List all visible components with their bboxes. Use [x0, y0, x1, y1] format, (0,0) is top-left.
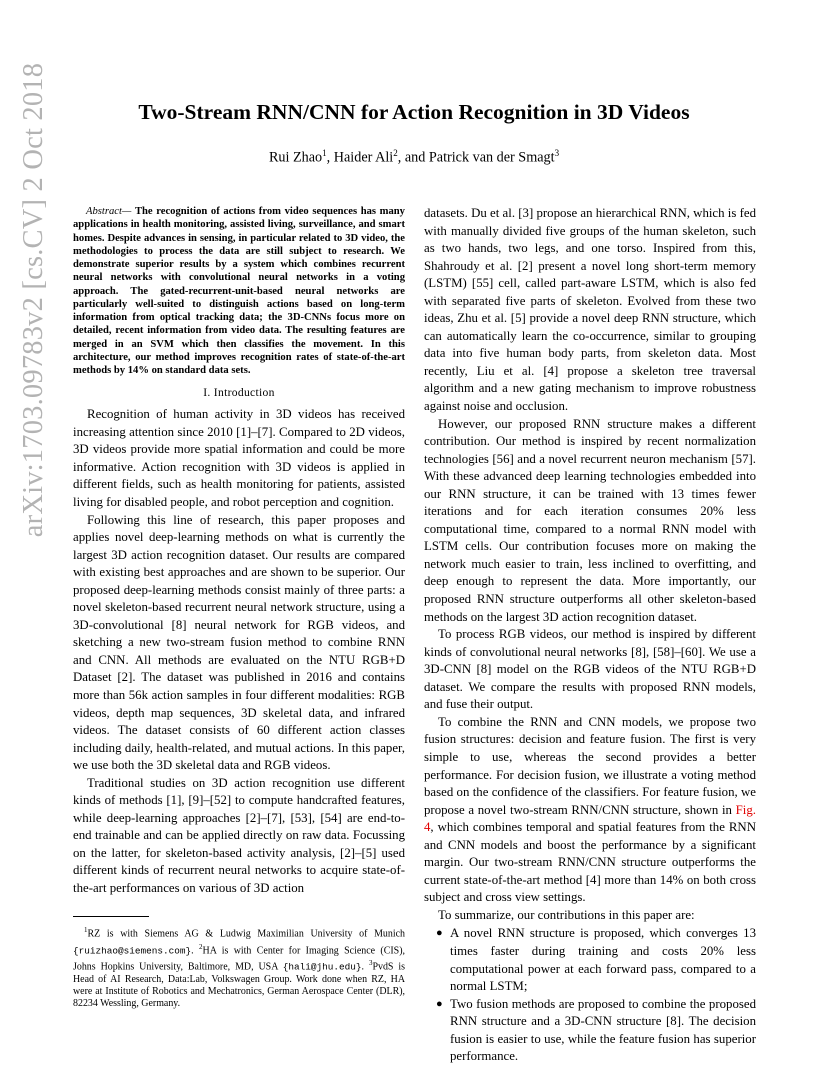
fusion-text: , which combines temporal and spatial features from the RNN and CNN models and boost the performance by a significant margin. Our two-stream RNN/CNN structure outperforms the current state-of-the-art method [4] more than 14% on both cross subject and cross view settings.: [424, 820, 756, 905]
footnote-email: {hali@jhu.edu}: [282, 961, 362, 973]
paper-title: Two-Stream RNN/CNN for Action Recognition in 3D Videos: [138, 100, 690, 124]
intro-paragraph: Recognition of human activity in 3D videos has received increasing attention since 2010 [1]–[7]. Compared to 2D videos, 3D videos provide more spatial information and could be more informative. Action recognition with 3D videos is applied in different fields, such as health monitoring for patients, assisted living for disabled people, and robot perception and cognition.: [73, 407, 405, 509]
author-name: Rui Zhao: [268, 149, 323, 166]
footnote-text: PvdS is Head of AI Research, Data:Lab, Volkswagen Group. Work done when RZ, HA were at Institute of Robotics and Mechatronics, German Aerospace Center (DLR), 82234 Wessling, Germany.: [73, 961, 406, 1010]
footnote-mark: 3: [368, 959, 373, 968]
contribution-text: A novel RNN structure is proposed, which converges 13 times faster during training and costs 20% less computational power at each forward pass, compared to a normal LSTM;: [450, 926, 756, 994]
footnote-text: HA is with Center for Imaging Science (CIS), Johns Hopkins University, Baltimore, MD, USA: [73, 944, 405, 973]
author-name: Haider Ali: [333, 149, 394, 166]
bullet-icon: ●: [436, 927, 443, 940]
body-paragraph: datasets. Du et al. [3] propose an hierarchical RNN, which is fed with manually divided five groups of the human skeleton, such as two hands, two legs, and one torso. Inspired from this, Shahroudy et al. [2] present a novel long short-term memory (LSTM) [55] cell, called part-aware LSTM, which is also fed with separated five parts of skeleton. Evolved from these two ideas, Zhu et al. [5] provide a novel deep RNN structure, which can automatically learn the co-occurrence, similar to grouping data into five human body parts, from skeleton data. Most recently, Liu et al. [4] propose a skeleton tree traversal algorithm and a new gating mechanism to improve robustness against noise and occlusion.: [424, 206, 756, 414]
affiliation-mark: 2: [393, 148, 398, 158]
author-list: [0, 148, 828, 167]
abstract-label: Abstract: [86, 206, 122, 217]
contribution-text: Two fusion methods are proposed to combine the proposed RNN structure and a 3D-CNN structure [8]. The decision fusion is easier to use, while the feature fusion has superior performance.: [450, 996, 756, 1064]
bullet-icon: ●: [436, 997, 443, 1010]
abstract: [73, 205, 405, 377]
footnote-mark: 2: [199, 942, 203, 951]
section-heading-introduction: I. Introduction: [203, 386, 275, 400]
arxiv-watermark: arXiv:1703.09783v2 [cs.CV] 2 Oct 2018: [18, 62, 49, 538]
affiliation-footnote: $^1$RZ is with Siemens AG & Ludwig Maximilian University of Munich {ruizhao@siemens.com}. $^2$HA is with Center for Imaging Science (CIS), Johns Hopkins University, Baltimore, MD, USA {hali@jhu.edu}. $^3$PvdS is Head of AI Research, Data:Lab, Volkswagen Group. Work done when RZ, HA were at Institute of Robotics and Mechatronics, German Aerospace Center (DLR), 82234 Wessling, Germany.: [73, 926, 406, 1010]
figure-link[interactable]: Fig. 4: [424, 802, 756, 835]
right-column: [424, 205, 756, 1066]
contribution-item: [424, 996, 756, 1066]
footnote-email: {ruizhao@siemens.com}: [73, 944, 192, 956]
affiliation-mark: 1: [322, 148, 327, 158]
intro-paragraph: Traditional studies on 3D action recognition use different kinds of methods [1], [9]–[52] to compute handcrafted features, while deep-learning approaches [2]–[7], [53], [54] are end-to-end trainable and can be applied directly on raw data. Focussing on the latter, for skeleton-based activity analysis, [2]–[5] used different kinds of recurrent neural networks to acquire state-of-the-art performances on various of 3D action: [73, 775, 405, 896]
body-paragraph: However, our proposed RNN structure makes a different contribution. Our method is inspired by recent normalization technologies [56] and a novel recurrent neuron mechanism [57]. With these advanced deep learning technologies embedded into our RNN structure, it can be trained with 13 times fewer iterations and for each iteration consumes 20% less computational time, compared to a normal RNN model with LSTM cells. Our contribution focuses more on making the network much easier to train, less inclined to overfitting, and deep enough to represent the data. More importantly, our proposed RNN structure outperforms all other skeleton-based methods on the largest 3D action recognition dataset.: [424, 416, 756, 624]
summary-intro: To summarize, our contributions in this paper are:: [438, 907, 695, 922]
contribution-list: [424, 925, 756, 1065]
contribution-item: [424, 925, 756, 995]
fusion-paragraph: [424, 714, 756, 907]
footnote-rule: [73, 916, 149, 917]
abstract-text: The recognition of actions from video sequences has many applications in health monitoring, assisted living, surveillance, and smart homes. Despite advances in sensing, in particular related to 3D video, the methodologies to process the data are still subject to research. We demonstrate superior results by a system which combines recurrent neural networks with convolutional neural networks in a voting approach. The gated-recurrent-unit-based neural networks are particularly well-suited to distinguish actions based on long-term information from optical tracking data; the 3D-CNNs focus more on detailed, recent information from video data. The resulting features are merged in an SVM which then classifies the movement. In this architecture, our method improves recognition rates of state-of-the-art methods by 14% on standard data sets.: [73, 206, 405, 376]
intro-paragraph: Following this line of research, this paper proposes and applies novel deep-learning methods on what is currently the largest 3D action recognition dataset. Our results are compared with existing best approaches and are shown to be superior. Our proposed deep-learning methods consist mainly of three parts: a novel skeleton-based recurrent neural network structure, using a 3D-convolutional [8] neural network for RGB videos, and sketching a new two-stream fusion method to combine RNN and CNN. All methods are evaluated on the NTU RGB+D Dataset [2]. The dataset was published in 2016 and contains more than 56k action samples in four different modalities: RGB videos, depth map sequences, 3D skeletal data, and infrared videos. The dataset consists of 60 different action classes including daily, health-related, and mutual actions. In this paper, we use both the 3D skeletal data and RGB videos.: [73, 512, 405, 773]
affiliation-mark: 3: [554, 148, 560, 158]
left-column: [73, 205, 405, 898]
author-name: Patrick van der Smagt: [428, 149, 555, 166]
author-separator: ,: [326, 149, 334, 166]
abstract-dash: —: [121, 206, 135, 217]
body-paragraph: To process RGB videos, our method is inspired by different kinds of convolutional neural networks [8], [58]–[60]. We use a 3D-CNN [8] model on the RGB videos of the NTU RGB+D dataset. We compare the results with proposed RNN models, and fuse their output.: [424, 627, 756, 712]
author-separator: , and: [397, 149, 429, 166]
footnote-mark: 1: [84, 926, 88, 934]
fusion-text: To combine the RNN and CNN models, we propose two fusion structures: decision and feature fusion. The first is very simple to use, whereas the second provides a better performance. For decision fusion, we illustrate a voting method based on the confidence of the classifiers. For feature fusion, we propose a novel two-stream RNN/CNN structure, shown in: [424, 714, 756, 817]
footnote-text: RZ is with Siemens AG & Ludwig Maximilian University of Munich: [87, 928, 405, 940]
